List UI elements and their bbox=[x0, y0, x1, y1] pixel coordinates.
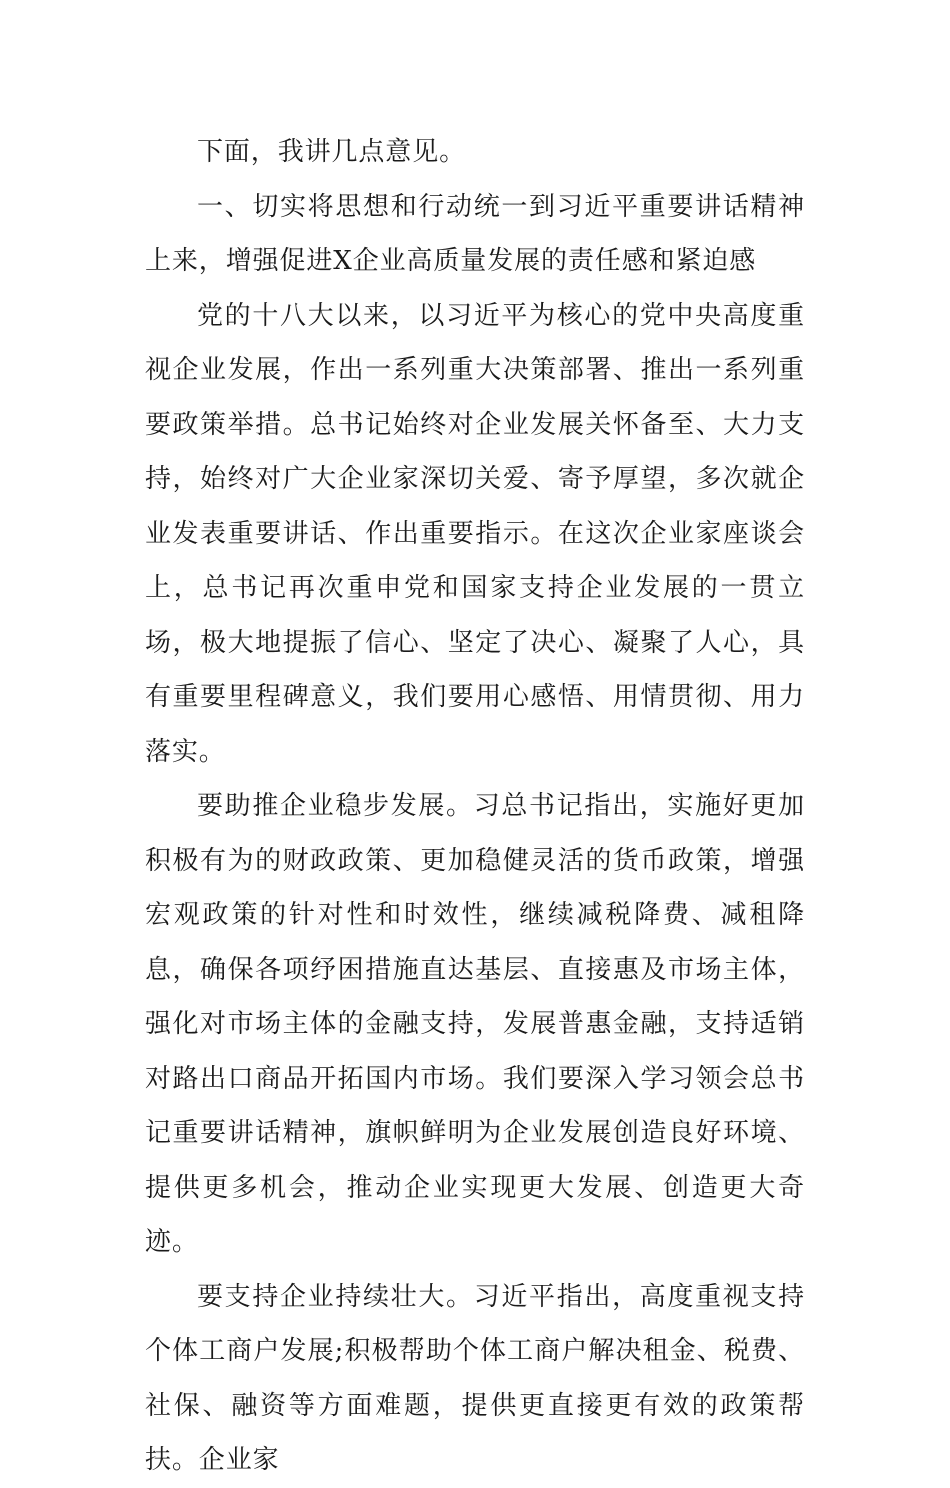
paragraph-intro: 下面，我讲几点意见。 bbox=[197, 137, 467, 167]
paragraph-background: 党的十八大以来，以习近平为核心的党中央高度重视企业发展，作出一系列重大决策部署、推出一系列重要政策举措。总书记始终对企业发展关怀备至、大力支持，始终对广大企业家深切关爱、寄予厚望，多次就企业发表重要讲话、作出重要指示。在这次企业家座谈会上，总书记再次重申党和国家支持企业发展的一贯立场，极大地提振了信心、坚定了决心、凝聚了人心，具有重要里程碑意义，我们要用心感悟、用情贯彻、用力落实。 bbox=[145, 300, 805, 767]
section-heading: 一、切实将思想和行动统一到习近平重要讲话精神上来，增强促进X企业高质量发展的责任感和紧迫感 bbox=[145, 191, 805, 276]
paragraph-steady-development: 要助推企业稳步发展。习总书记指出，实施好更加积极有为的财政政策、更加稳健灵活的货币政策，增强宏观政策的针对性和时效性，继续减税降费、减租降息，确保各项纾困措施直达基层、直接惠及市场主体，强化对市场主体的金融支持，发展普惠金融，支持适销对路出口商品开拓国内市场。我们要深入学习领会总书记重要讲话精神，旗帜鲜明为企业发展创造良好环境、提供更多机会，推动企业实现更大发展、创造更大奇迹。 bbox=[145, 791, 805, 1257]
paragraph-support-growth: 要支持企业持续壮大。习近平指出，高度重视支持个体工商户发展;积极帮助个体工商户解决租金、税费、社保、融资等方面难题，提供更直接更有效的政策帮扶。企业家 bbox=[145, 1281, 805, 1475]
document-body bbox=[145, 125, 805, 1488]
